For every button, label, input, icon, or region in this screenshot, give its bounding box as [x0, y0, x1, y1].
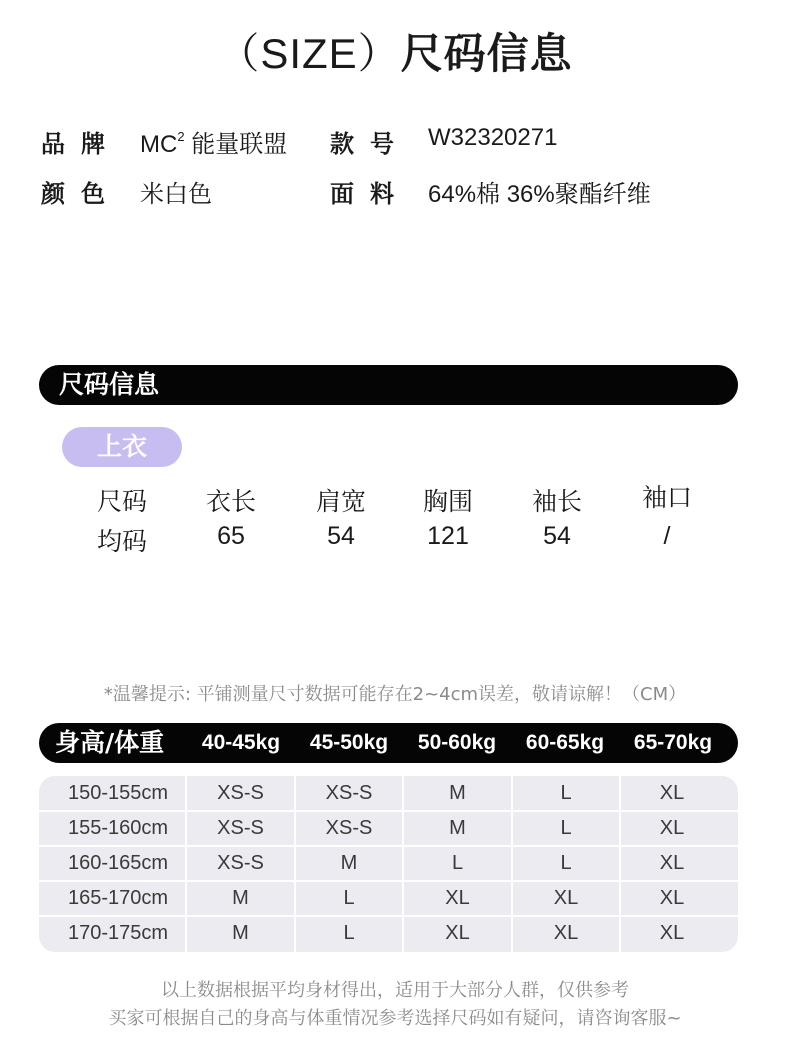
- height-cell: 160-165cm: [67, 852, 169, 874]
- hw-weight-header: 40-45kg: [201, 731, 281, 754]
- size-cell: XS-S: [217, 817, 264, 839]
- category-pill-top: 上衣: [62, 427, 182, 467]
- size-cell: XL: [445, 887, 470, 909]
- hw-weight-header: 65-70kg: [633, 731, 713, 754]
- brand-suffix: 能量联盟: [184, 131, 288, 158]
- size-cell: M: [232, 922, 249, 944]
- gm-header-length: 衣长: [205, 488, 256, 516]
- gm-value-cuff: /: [663, 522, 671, 550]
- gm-value-size: 均码: [96, 528, 147, 556]
- height-cell: 165-170cm: [67, 887, 169, 909]
- gm-value-sleeve: 54: [543, 522, 571, 550]
- brand-prefix: MC: [140, 131, 178, 158]
- color-value: 米白色: [140, 181, 212, 208]
- size-cell: XL: [659, 887, 685, 909]
- size-cell: M: [340, 852, 358, 874]
- hw-weight-header: 50-60kg: [417, 731, 497, 754]
- height-cell: 170-175cm: [67, 922, 169, 944]
- size-cell: XS-S: [325, 782, 373, 804]
- gm-header-sleeve: 袖长: [531, 488, 582, 516]
- table-row: [39, 776, 738, 811]
- height-weight-header: [39, 723, 738, 763]
- footer-note-line-1: 以上数据根据平均身材得出，适用于大部分人群，仅供参考: [161, 980, 629, 1001]
- page-title: [0, 26, 790, 82]
- page-title-cn: 尺码信息: [400, 29, 573, 78]
- size-cell: XL: [659, 817, 685, 839]
- size-cell: L: [560, 817, 572, 839]
- height-cell: 150-155cm: [67, 782, 169, 804]
- gm-value-chest: 121: [427, 522, 469, 550]
- page-title-en: （SIZE）: [217, 30, 401, 77]
- gm-header-cuff: 袖口: [641, 484, 692, 512]
- footer-note-line-2: 买家可根据自己的身高与体重情况参考选择尺码如有疑问，请咨询客服~: [108, 1008, 682, 1029]
- size-cell: M: [449, 782, 466, 804]
- size-section-header: [39, 365, 738, 405]
- size-cell: XL: [659, 922, 685, 944]
- size-cell: XL: [445, 922, 470, 944]
- table-row: [39, 846, 738, 881]
- size-section-title: 尺码信息: [59, 370, 160, 399]
- size-cell: L: [343, 887, 355, 909]
- size-cell: XL: [659, 852, 685, 874]
- hw-first-header: 身高/体重: [55, 728, 165, 757]
- table-row: [39, 916, 738, 951]
- size-cell: M: [232, 887, 249, 909]
- height-cell: 155-160cm: [67, 817, 169, 839]
- fabric-value: 64%棉 36%聚酯纤维: [428, 181, 651, 208]
- size-cell: L: [560, 852, 572, 874]
- size-cell: XS-S: [217, 852, 264, 874]
- color-label: 颜色: [41, 180, 121, 208]
- gm-value-length: 65: [217, 522, 245, 550]
- size-cell: L: [560, 782, 572, 804]
- table-row: [39, 811, 738, 846]
- hw-weight-header: 45-50kg: [309, 731, 389, 754]
- gm-header-size: 尺码: [96, 488, 147, 516]
- size-cell: XL: [659, 782, 685, 804]
- fabric-label: 面料: [330, 180, 410, 208]
- brand-superscript: 2: [177, 129, 185, 144]
- hw-weight-header: 60-65kg: [525, 731, 605, 754]
- style-label: 款号: [330, 130, 410, 158]
- size-cell: XL: [553, 887, 579, 909]
- brand-label: 品牌: [41, 130, 121, 158]
- gm-header-chest: 胸围: [422, 488, 473, 516]
- size-cell: M: [449, 817, 466, 839]
- size-cell: L: [451, 852, 464, 874]
- measurement-tip: *温馨提示: 平铺测量尺寸数据可能存在2~4cm误差，敬请谅解！（CM）: [103, 684, 687, 705]
- gm-header-shoulder: 肩宽: [315, 488, 366, 516]
- size-cell: XL: [553, 922, 579, 944]
- size-cell: XS-S: [325, 817, 373, 839]
- style-value: W32320271: [428, 124, 558, 151]
- size-cell: L: [343, 922, 355, 944]
- size-cell: XS-S: [217, 782, 264, 804]
- brand-value: [140, 124, 287, 159]
- size-recommendation-table: [39, 776, 738, 952]
- gm-value-shoulder: 54: [327, 522, 355, 550]
- table-row: [39, 881, 738, 916]
